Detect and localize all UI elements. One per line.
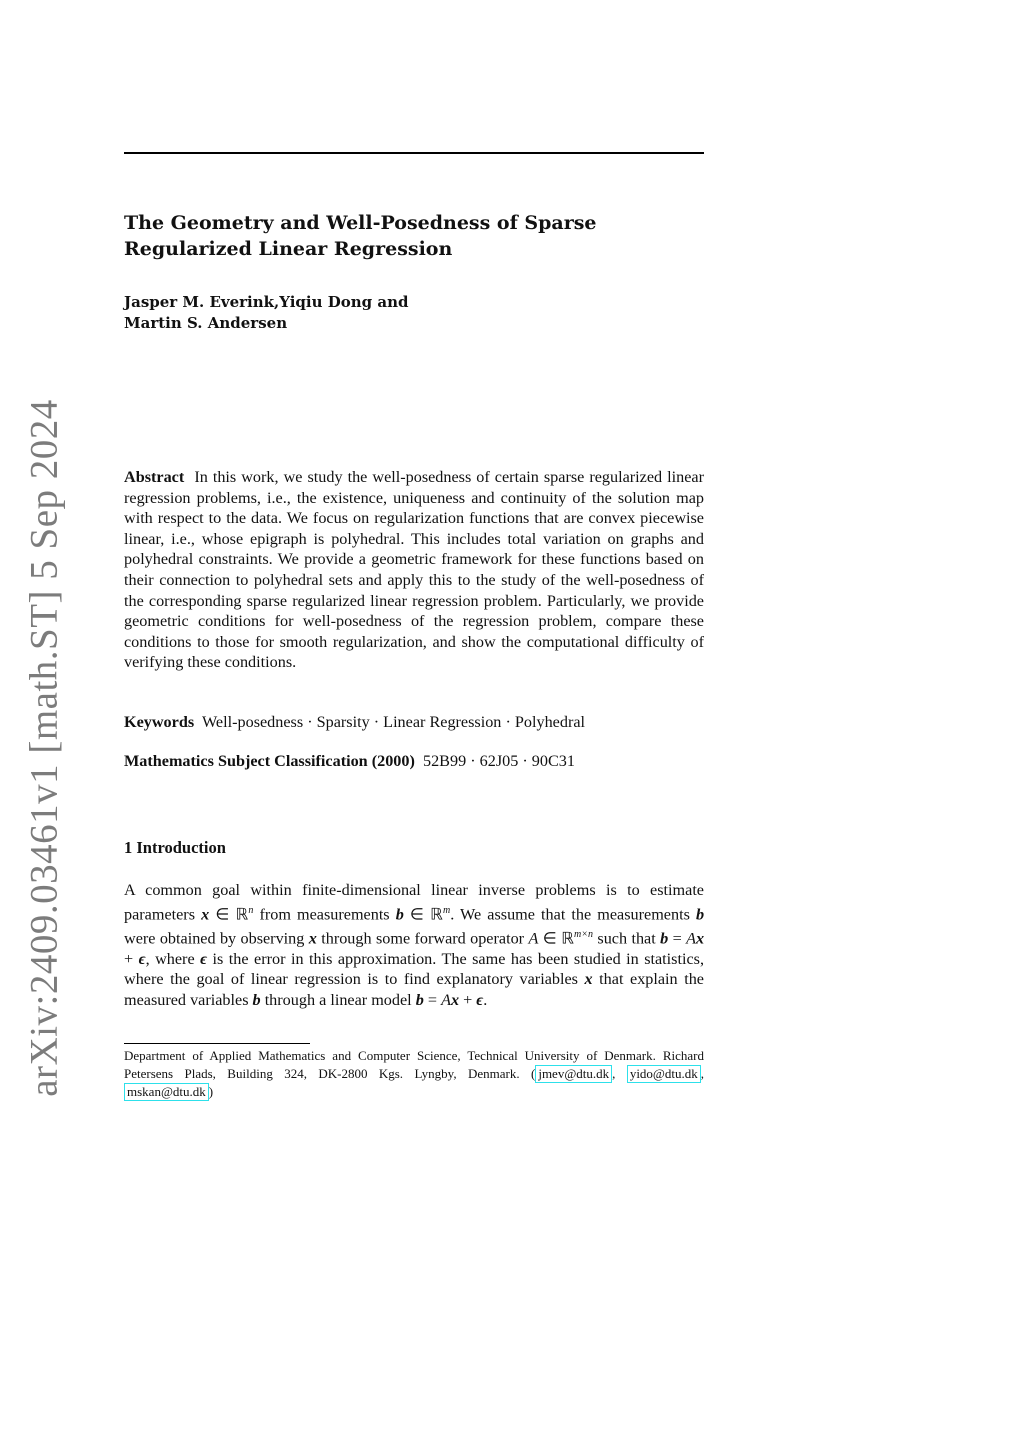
intro-text: . We assume that the measurements — [450, 904, 690, 923]
abstract — [124, 467, 704, 673]
author-list — [124, 292, 544, 334]
keywords-label: Keywords — [124, 713, 195, 731]
keywords-text: Well-posedness · Sparsity · Linear Regression · Polyhedral — [201, 713, 586, 731]
intro-text: through some forward operator — [321, 928, 525, 947]
footnote-rule — [124, 1043, 310, 1044]
intro-text: is the error in this approximation. The same has been studied in statistics, where the goal of linear regression is to find explanatory variables — [124, 949, 705, 989]
msc-label: Mathematics Subject Classification (2000) — [124, 752, 415, 770]
intro-text: A common goal within finite-dimensional linear inverse problems is to estimate parameters — [124, 881, 704, 923]
intro-paragraph: A common goal within finite-dimensional linear inverse problems is to estimate parameters x ∈ ℝ$^n$ from measurements b ∈ ℝ$^m$. We assume that the measurements b were obtained by observing x through some forward operator A ∈ ℝ$^{m\times n}$ such that b = Ax + ϵ, where ϵ is the error in this approximation. The same has been studied in statistics, where the goal of linear regression is to find explanatory variables x that explain the measured variables b through a linear model b = Ax + ϵ. — [124, 881, 705, 1009]
paper-title: The Geometry and Well-Posedness of Sparse Regularized Linear Regression — [124, 212, 597, 260]
section-heading: 1 Introduction — [124, 838, 226, 857]
footnote: Department of Applied Mathematics and Computer Science, Technical University of Denmark. Richard Petersens Plads, Building 324, DK-2800 Kgs. Lyngby, Denmark. ( jmev@dtu.dk , yido@dtu.dk , mskan@dtu.dk ) — [124, 1048, 705, 1099]
msc-classification — [124, 752, 704, 771]
author-line-2: Martin S. Andersen — [124, 314, 288, 332]
email-link[interactable]: yido@dtu.dk — [627, 1065, 701, 1083]
intro-text: through a linear model — [264, 990, 412, 1009]
abstract-text: In this work, we study the well-posedness of certain sparse regularized linear regression problems, i.e., the existence, uniqueness and continuity of the solution map with respect to the data. We focus on regularization functions that are convex piecewise linear, i.e., whose epigraph is polyhedral. This includes total variation on graphs and polyhedral constraints. We provide a geometric framework for these functions based on their connection to polyhedral sets and apply this to the study of the well-posedness of the corresponding sparse regularized linear regression problem. Particularly, we provide geometric conditions for well-posedness of the regression problem, compare these conditions to those for smooth regularization, and show the computational difficulty of verifying these conditions. — [124, 468, 705, 672]
top-rule — [124, 152, 704, 154]
email-link[interactable]: jmev@dtu.dk — [535, 1065, 612, 1083]
keywords — [124, 713, 704, 732]
intro-text: , where — [145, 949, 195, 968]
author-line-1: Jasper M. Everink,Yiqiu Dong and — [124, 293, 409, 311]
abstract-label: Abstract — [124, 468, 185, 486]
intro-text: such that — [597, 928, 656, 947]
intro-text: were obtained by observing — [124, 928, 305, 947]
arxiv-identifier[interactable]: arXiv:2409.03461v1 [math.ST] 5 Sep 2024 — [22, 399, 66, 1097]
intro-text: that explain the measured variables — [124, 970, 704, 1009]
msc-text: 52B99 · 62J05 · 90C31 — [422, 752, 575, 770]
footnote-affiliation: Department of Applied Mathematics and Computer Science, Technical University of Denmark. Richard Petersens Plads, Building 324, DK-2800 Kgs. Lyngby, Denmark. — [124, 1048, 704, 1081]
email-link[interactable]: mskan@dtu.dk — [124, 1083, 209, 1101]
intro-text: from measurements — [259, 904, 390, 923]
